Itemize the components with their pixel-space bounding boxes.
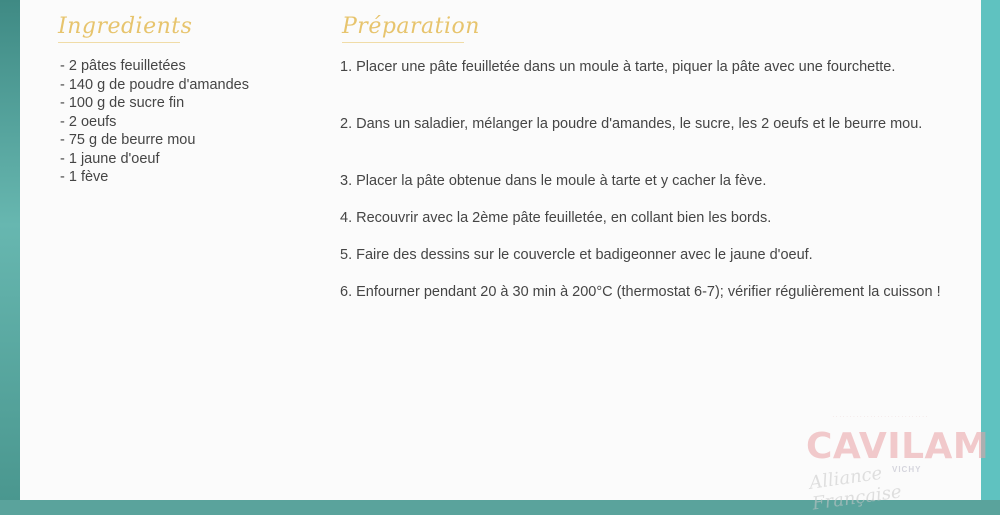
cavilam-logo xyxy=(788,410,990,515)
logo-city: VICHY xyxy=(892,465,922,474)
step-item: 6. Enfourner pendant 20 à 30 min à 200°C (thermostat 6-7); vérifier régulièrement la cuisson ! xyxy=(340,284,941,300)
logo-subtitle: Alliance Française xyxy=(808,462,903,515)
ingredients-heading: Ingredients xyxy=(58,14,193,39)
ingredient-item: - 140 g de poudre d'amandes xyxy=(60,76,310,95)
ingredient-item: - 1 jaune d'oeuf xyxy=(60,150,310,169)
logo-tagline: · · · · · · · · · · · · · · · · · · · · · · · · · · · · xyxy=(832,414,928,420)
right-frame-edge xyxy=(981,0,1000,500)
preparation-steps xyxy=(340,58,955,340)
step-item: 4. Recouvrir avec la 2ème pâte feuilletée, en collant bien les bords. xyxy=(340,210,772,226)
ingredient-item: - 2 pâtes feuilletées xyxy=(60,57,310,76)
preparation-heading: Préparation xyxy=(342,14,480,39)
ingredient-item: - 100 g de sucre fin xyxy=(60,94,310,113)
step-item: 2. Dans un saladier, mélanger la poudre d'amandes, le sucre, les 2 oeufs et le beurre mou. xyxy=(340,116,923,132)
ingredients-list xyxy=(60,57,310,187)
left-frame-edge xyxy=(0,0,20,500)
logo-wordmark: CAVILAM xyxy=(806,426,990,467)
recipe-card xyxy=(20,0,990,515)
ingredient-item: - 1 fève xyxy=(60,168,310,187)
ingredient-item: - 75 g de beurre mou xyxy=(60,131,310,150)
step-item: 3. Placer la pâte obtenue dans le moule à tarte et y cacher la fève. xyxy=(340,173,767,189)
ingredient-item: - 2 oeufs xyxy=(60,113,310,132)
step-item: 5. Faire des dessins sur le couvercle et badigeonner avec le jaune d'oeuf. xyxy=(340,247,813,263)
step-item: 1. Placer une pâte feuilletée dans un moule à tarte, piquer la pâte avec une fourchette. xyxy=(340,59,896,75)
